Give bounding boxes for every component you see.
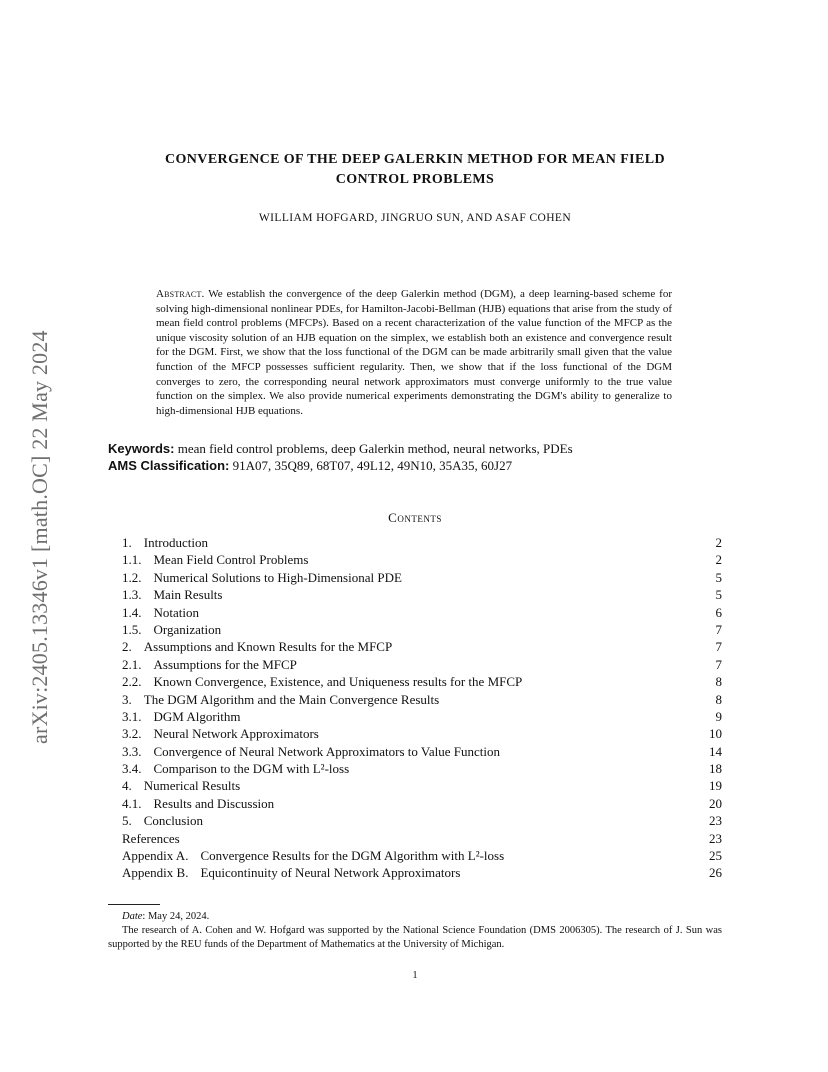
toc-page-number: 7 — [715, 621, 722, 637]
toc-title: Introduction — [143, 535, 209, 550]
toc-entry[interactable] — [122, 570, 722, 587]
toc-entry[interactable] — [122, 657, 722, 674]
toc-title: Convergence of Neural Network Approximators to Value Function — [153, 743, 500, 759]
toc-entry[interactable] — [122, 587, 722, 604]
toc-page-number: 23 — [709, 813, 722, 829]
toc-page-number: 10 — [709, 726, 722, 742]
toc-number: 4. — [122, 778, 132, 794]
toc-title: Assumptions and Known Results for the MFCP — [143, 639, 393, 655]
table-of-contents — [122, 535, 722, 883]
toc-page-number: 2 — [715, 552, 722, 568]
footnote-date — [108, 910, 722, 924]
contents-heading: Contents — [388, 510, 442, 525]
toc-entry[interactable] — [122, 813, 722, 830]
toc-entry-heading — [122, 813, 203, 829]
toc-page-number: 23 — [709, 830, 722, 846]
toc-title: Neural Network Approximators — [153, 726, 319, 742]
toc-entry-heading — [122, 535, 208, 551]
toc-page-number: 18 — [709, 761, 722, 777]
toc-entry-heading — [122, 796, 274, 812]
toc-entry[interactable] — [122, 865, 722, 882]
footnote-rule — [108, 904, 160, 905]
toc-number: 1.4. — [122, 604, 142, 620]
toc-number: 3.1. — [122, 708, 142, 724]
toc-page-number: 8 — [715, 674, 722, 690]
toc-number: 1.2. — [122, 569, 142, 585]
toc-entry[interactable] — [122, 726, 722, 743]
toc-page-number: 5 — [715, 587, 722, 603]
toc-number: Appendix A. — [122, 848, 189, 864]
toc-entry-heading — [122, 865, 460, 881]
keywords-label: Keywords: — [108, 441, 175, 456]
toc-entry-heading — [122, 570, 402, 586]
toc-entry-heading — [122, 605, 199, 621]
toc-page-number: 9 — [715, 708, 722, 724]
toc-page-number: 8 — [715, 691, 722, 707]
abstract-label: Abstract. — [156, 288, 205, 300]
footnote-date-value: : May 24, 2024. — [142, 911, 210, 922]
toc-page-number: 19 — [709, 778, 722, 794]
toc-entry[interactable] — [122, 605, 722, 622]
ams-text: 91A07, 35Q89, 68T07, 49L12, 49N10, 35A35, 60J27 — [232, 458, 513, 473]
toc-page-number: 20 — [709, 795, 722, 811]
toc-title: Assumptions for the MFCP — [153, 656, 297, 672]
toc-number: 1.5. — [122, 621, 142, 637]
toc-entry[interactable] — [122, 692, 722, 709]
ams-classification — [108, 457, 722, 474]
abstract-text: We establish the convergence of the deep Galerkin method (DGM), a deep learning-based scheme for solving high-dimensional nonlinear PDEs, for Hamilton-Jacobi-Bellman (HJB) equations that arise from the study of mean field control problems (MFCPs). Based on a recent characterization of the value function of the MFCP as the unique viscosity solution of an HJB equation on the simplex, we establish both an existence and convergence result for the DGM. First, we show that the loss functional of the DGM can be made arbitrarily small given that the value function of the MFCP possesses sufficient regularity. Then, we show that if the loss functional of the DGM converges to zero, the corresponding neural network approximators must converge uniformly to the true value function on the simplex. We also provide numerical experiments demonstrating the DGM's ability to generalize to high-dimensional HJB equations. — [156, 288, 672, 417]
toc-entry[interactable] — [122, 796, 722, 813]
footnote-funding: The research of A. Cohen and W. Hofgard was supported by the National Science Foundation (DMS 2006305). The research of J. Sun was supported by the REU funds of the Department of Mathematics at the University of Michigan. — [108, 925, 722, 950]
toc-entry[interactable] — [122, 674, 722, 691]
toc-entry-heading — [122, 552, 308, 568]
toc-number: 1.1. — [122, 552, 142, 568]
toc-entry-heading — [122, 831, 180, 847]
toc-title: The DGM Algorithm and the Main Convergence Results — [143, 691, 440, 707]
toc-entry-heading — [122, 674, 522, 690]
toc-number: 3.3. — [122, 743, 142, 759]
toc-entry-heading — [122, 761, 349, 777]
paper-title — [108, 150, 722, 190]
toc-title: Results and Discussion — [153, 795, 275, 811]
page-number: 1 — [412, 970, 418, 981]
toc-entry[interactable] — [122, 535, 722, 552]
toc-page-number: 14 — [709, 743, 722, 759]
footnote-date-label: Date — [122, 911, 143, 922]
toc-title: References — [122, 830, 180, 846]
toc-entry[interactable] — [122, 831, 722, 848]
toc-page-number: 26 — [709, 865, 722, 881]
toc-entry-heading — [122, 726, 319, 742]
toc-title: DGM Algorithm — [153, 708, 241, 724]
toc-title: Convergence Results for the DGM Algorithm with L²-loss — [200, 848, 505, 864]
keywords — [108, 440, 722, 457]
toc-title: Numerical Solutions to High-Dimensional PDE — [153, 569, 402, 585]
toc-title: Mean Field Control Problems — [153, 552, 309, 568]
toc-title: Conclusion — [143, 813, 203, 829]
toc-page-number: 7 — [715, 639, 722, 655]
toc-title: Known Convergence, Existence, and Uniqueness results for the MFCP — [153, 674, 523, 690]
toc-title: Organization — [153, 621, 222, 637]
toc-title: Equicontinuity of Neural Network Approximators — [200, 865, 461, 881]
toc-entry-heading — [122, 744, 500, 760]
toc-number: 3.2. — [122, 726, 142, 742]
toc-number: 2.1. — [122, 656, 142, 672]
toc-entry-heading — [122, 692, 439, 708]
toc-number: Appendix B. — [122, 865, 189, 881]
toc-number: 1.3. — [122, 587, 142, 603]
toc-number: 1. — [122, 535, 132, 550]
toc-number: 3.4. — [122, 761, 142, 777]
toc-entry-heading — [122, 848, 504, 864]
toc-number: 2.2. — [122, 674, 142, 690]
authors: WILLIAM HOFGARD, JINGRUO SUN, AND ASAF COHEN — [258, 212, 572, 224]
toc-title: Notation — [153, 604, 199, 620]
toc-entry[interactable] — [122, 639, 722, 656]
arxiv-stamp: arXiv:2405.13346v1 [math.OC] 22 May 2024 — [27, 330, 52, 744]
title-line-2: CONTROL PROBLEMS — [335, 172, 495, 187]
toc-entry[interactable] — [122, 848, 722, 865]
toc-entry[interactable] — [122, 778, 722, 795]
toc-page-number: 25 — [709, 848, 722, 864]
toc-entry-heading — [122, 778, 240, 794]
toc-entry-heading — [122, 709, 241, 725]
ams-label: AMS Classification: — [108, 458, 230, 473]
toc-number: 4.1. — [122, 795, 142, 811]
toc-entry-heading — [122, 587, 222, 603]
toc-page-number: 7 — [715, 656, 722, 672]
toc-entry[interactable] — [122, 552, 722, 569]
keywords-text: mean field control problems, deep Galerkin method, neural networks, PDEs — [177, 441, 573, 456]
toc-title: Comparison to the DGM with L²-loss — [153, 761, 350, 777]
toc-number: 5. — [122, 813, 132, 829]
toc-entry-heading — [122, 622, 221, 638]
toc-entry[interactable] — [122, 622, 722, 639]
toc-title: Main Results — [153, 587, 223, 603]
toc-entry-heading — [122, 639, 392, 655]
toc-page-number: 6 — [715, 604, 722, 620]
title-line-1: CONVERGENCE OF THE DEEP GALERKIN METHOD FOR MEAN FIELD — [165, 152, 665, 167]
toc-entry[interactable] — [122, 709, 722, 726]
abstract — [156, 287, 672, 418]
toc-title: Numerical Results — [143, 778, 241, 794]
toc-page-number: 5 — [715, 569, 722, 585]
toc-number: 3. — [122, 691, 132, 707]
toc-entry[interactable] — [122, 744, 722, 761]
toc-page-number: 2 — [715, 535, 722, 550]
toc-number: 2. — [122, 639, 132, 655]
toc-entry-heading — [122, 657, 297, 673]
toc-entry[interactable] — [122, 761, 722, 778]
